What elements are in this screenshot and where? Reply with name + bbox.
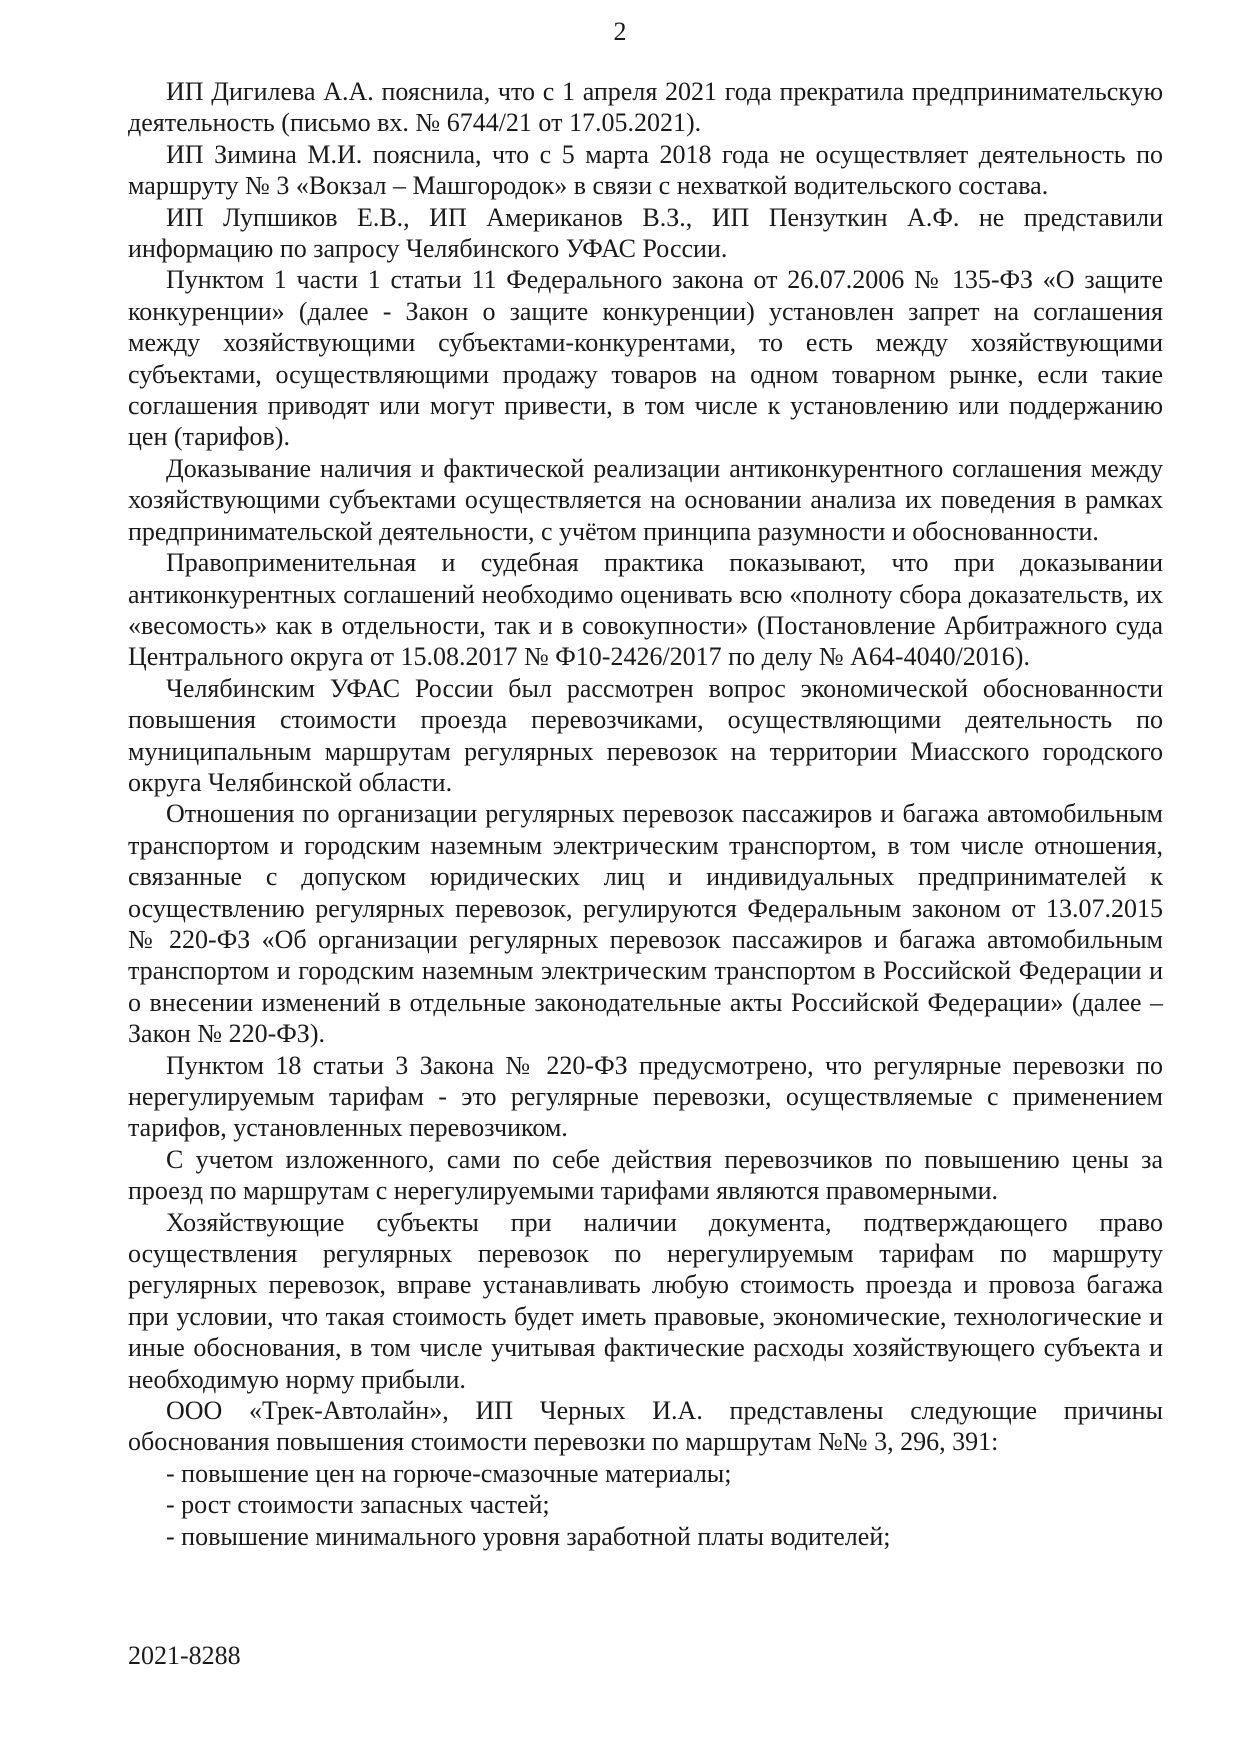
paragraph: Пунктом 1 части 1 статьи 11 Федерального закона от 26.07.2006 № 135-ФЗ «О защите конкуренции» (далее - Закон о защите конкуренции) установлен запрет на соглашения между хозяйствующими субъектами-конкурентами, то есть между хозяйствующими субъектами, осуществляющими продажу товаров на одном товарном рынке, если такие соглашения приводят или могут привести, в том числе к установлению или поддержанию цен (тарифов). xyxy=(128,265,1163,452)
document-body xyxy=(128,76,1163,1552)
paragraph: Доказывание наличия и фактической реализации антиконкурентного соглашения между хозяйствующими субъектами осуществляется на основании анализа их поведения в рамках предпринимательской деятельности, с учётом принципа разумности и обоснованности. xyxy=(128,453,1163,546)
paragraph: Челябинским УФАС России был рассмотрен вопрос экономической обоснованности повышения стоимости проезда перевозчиками, осуществляющими деятельность по муниципальным маршрутам регулярных перевозок на территории Миасского городского округа Челябинской области. xyxy=(128,673,1163,797)
list-item: - рост стоимости запасных частей; xyxy=(166,1490,550,1520)
paragraph: ИП Зимина М.И. пояснила, что с 5 марта 2018 года не осуществляет деятельность по маршруту № 3 «Вокзал – Машгородок» в связи с нехваткой водительского состава. xyxy=(128,139,1163,201)
document-id: 2021-8288 xyxy=(128,1641,241,1670)
paragraph: ООО «Трек-Автолайн», ИП Черных И.А. представлены следующие причины обоснования повышения стоимости перевозки по маршрутам №№ 3, 296, 391: xyxy=(128,1396,1163,1457)
paragraph: Отношения по организации регулярных перевозок пассажиров и багажа автомобильным транспортом и городским наземным электрическим транспортом, в том числе отношения, связанные с допуском юридических лиц и индивидуальных предпринимателей к осуществлению регулярных перевозок, регулируются Федеральным законом от 13.07.2015 № 220-ФЗ «Об организации регулярных перевозок пассажиров и багажа автомобильным транспортом и городским наземным электрическим транспортом в Российской Федерации и о внесении изменений в отдельные законодательные акты Российской Федерации» (далее – Закон № 220-ФЗ). xyxy=(128,799,1163,1049)
paragraph: С учетом изложенного, сами по себе действия перевозчиков по повышению цены за проезд по маршрутам с нерегулируемыми тарифами являются правомерными. xyxy=(128,1144,1163,1206)
list-item: - повышение цен на горюче-смазочные материалы; xyxy=(166,1458,732,1488)
paragraph: ИП Дигилева А.А. пояснила, что с 1 апреля 2021 года прекратила предпринимательскую деятельность (письмо вх. № 6744/21 от 17.05.2021). xyxy=(128,77,1163,138)
paragraph: Правоприменительная и судебная практика показывают, что при доказывании антиконкурентных соглашений необходимо оценивать всю «полноту сбора доказательств, их «весомость» как в отдельности, так и в совокупности» (Постановление Арбитражного суда Центрального округа от 15.08.2017 № Ф10-2426/2017 по делу № А64-4040/2016). xyxy=(128,548,1163,672)
page-number: 2 xyxy=(613,17,627,46)
paragraph: ИП Лупшиков Е.В., ИП Американов В.З., ИП Пензуткин А.Ф. не представили информацию по запросу Челябинского УФАС России. xyxy=(128,202,1163,264)
list-item: - повышение минимального уровня заработной платы водителей; xyxy=(166,1521,891,1551)
paragraph: Хозяйствующие субъекты при наличии документа, подтверждающего право осуществления регулярных перевозок по нерегулируемым тарифам по маршруту регулярных перевозок, вправе устанавливать любую стоимость проезда и провоза багажа при условии, что такая стоимость будет иметь правовые, экономические, технологические и иные обоснования, в том числе учитывая фактические расходы хозяйствующего субъекта и необходимую норму прибыли. xyxy=(128,1207,1163,1394)
paragraph: Пунктом 18 статьи 3 Закона № 220-ФЗ предусмотрено, что регулярные перевозки по нерегулируемым тарифам - это регулярные перевозки, осуществляемые с применением тарифов, установленных перевозчиком. xyxy=(128,1050,1163,1143)
